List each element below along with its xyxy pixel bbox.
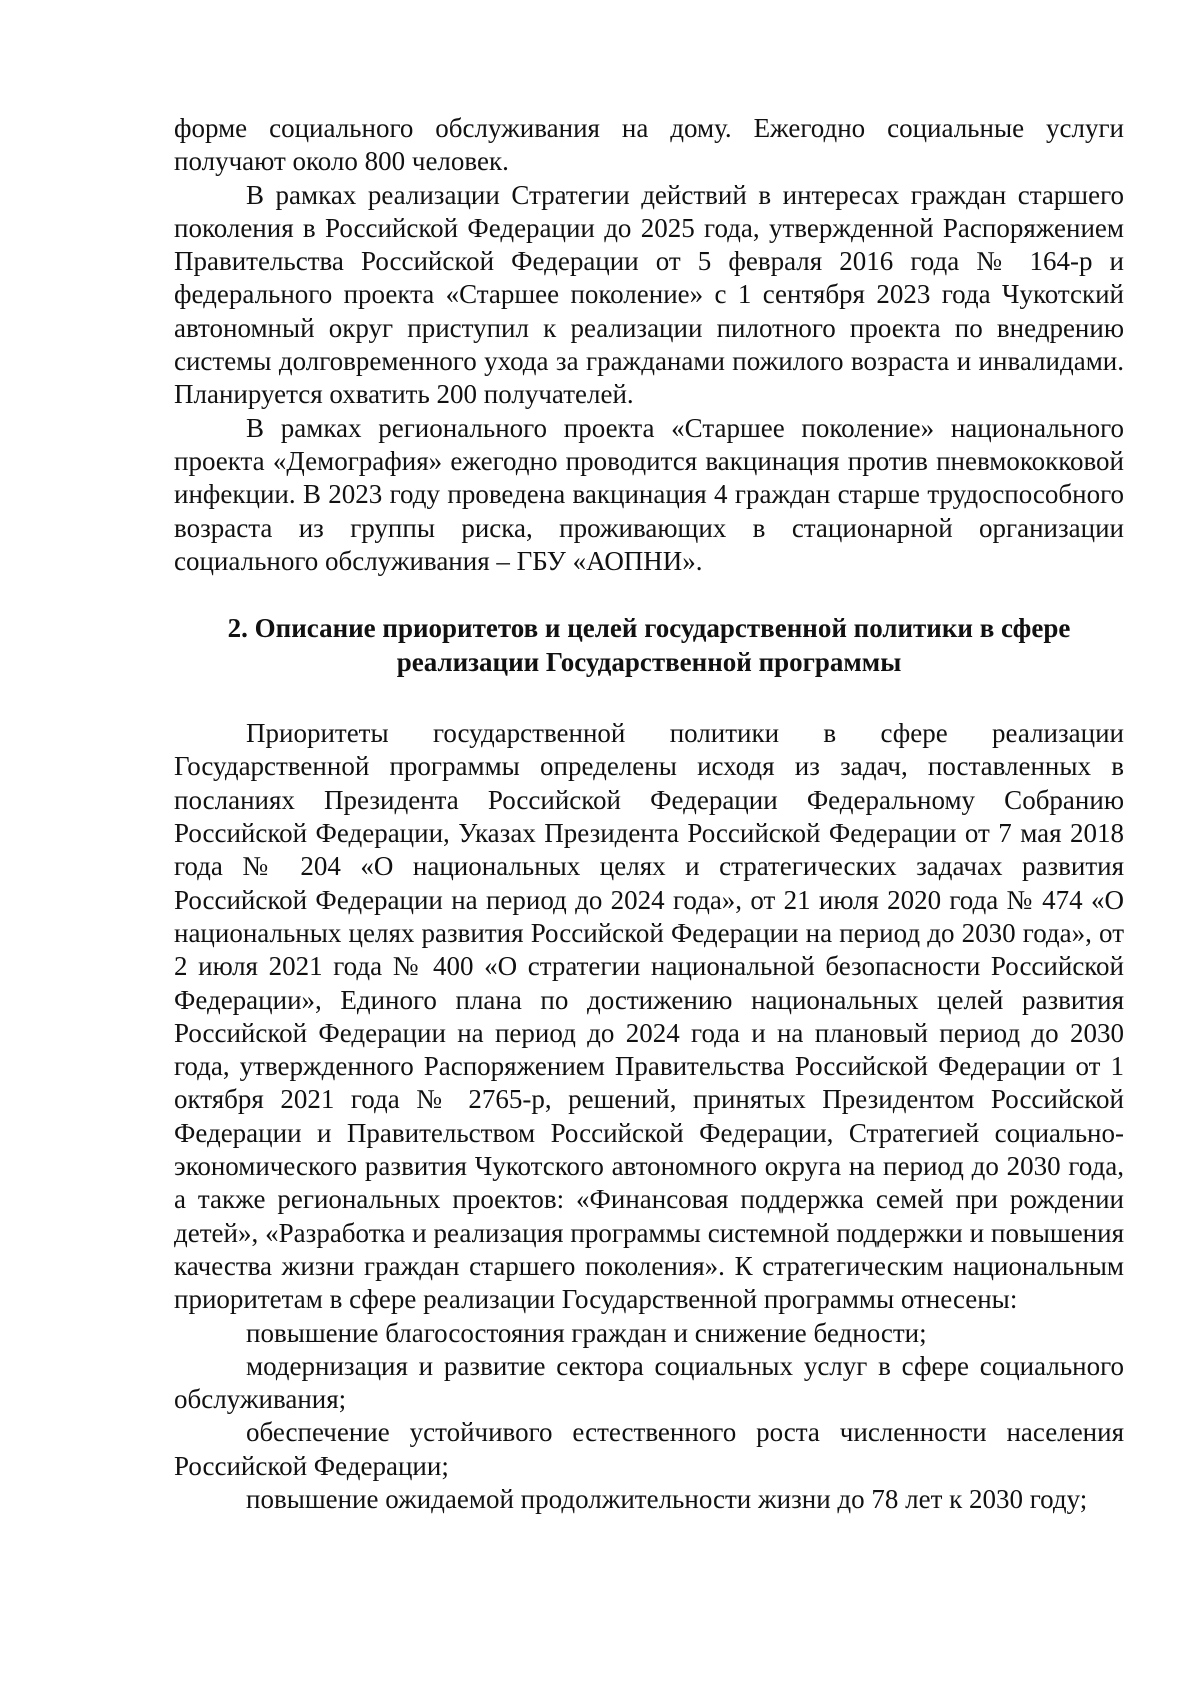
priority-list-item: повышение благосостояния граждан и снижение бедности;	[246, 1317, 927, 1348]
paragraph-priorities-intro: Приоритеты государственной политики в сфере реализации Государственной программы определены исходя из задач, поставленных в посланиях Президента Российской Федерации Федеральному Собранию Российской Федерации, Указах Президента Российской Федерации от 7 мая 2018 года № 204 «О национальных целях и стратегических задачах развития Российской Федерации на период до 2024 года», от 21 июля 2020 года № 474 «О национальных целях развития Российской Федерации на период до 2030 года», от 2 июля 2021 года № 400 «О стратегии национальной безопасности Российской Федерации», Единого плана по достижению национальных целей развития Российской Федерации на период до 2024 года и на плановый период до 2030 года, утвержденного Распоряжением Правительства Российской Федерации от 1 октября 2021 года № 2765-р, решений, принятых Президентом Российской Федерации и Правительством Российской Федерации, Стратегией социально-экономического развития Чукотского автономного округа на период до 2030 года, а также региональных проектов: «Финансовая поддержка семей при рождении детей», «Разработка и реализация программы системной поддержки и повышения качества жизни граждан старшего поколения». К стратегическим национальным приоритетам в сфере реализации Государственной программы отнесены:	[174, 718, 1124, 1315]
section-heading-line-2: реализации Государственной программы	[396, 647, 902, 678]
priority-list-item: модернизация и развитие сектора социальных услуг в сфере социального обслуживания;	[174, 1350, 1124, 1415]
priority-list-item: обеспечение устойчивого естественного роста численности населения Российской Федерации;	[174, 1417, 1124, 1481]
priority-list-item: повышение ожидаемой продолжительности жизни до 78 лет к 2030 году;	[246, 1483, 1088, 1514]
document-page	[174, 112, 1124, 1516]
paragraph-vaccination: В рамках регионального проекта «Старшее поколение» национального проекта «Демография» ежегодно проводится вакцинация против пневмококковой инфекции. В 2023 году проведена вакцинация 4 граждан старше трудоспособного возраста из группы риска, проживающих в стационарной организации социального обслуживания – ГБУ «АОПНИ».	[174, 412, 1124, 576]
section-heading	[174, 611, 1124, 679]
section-heading-line-1: 2. Описание приоритетов и целей государственной политики в сфере	[227, 613, 1071, 644]
paragraph-long-term-care-pilot: В рамках реализации Стратегии действий в интересах граждан старшего поколения в Российской Федерации до 2025 года, утвержденной Распоряжением Правительства Российской Федерации от 5 февраля 2016 года № 164-р и федерального проекта «Старшее поколение» с 1 сентября 2023 года Чукотский автономный округ приступил к реализации пилотного проекта по внедрению системы долговременного ухода за гражданами пожилого возраста и инвалидами. Планируется охватить 200 получателей.	[174, 179, 1124, 410]
continuation-paragraph: форме социального обслуживания на дому. Ежегодно социальные услуги получают около 800 человек.	[174, 113, 1124, 177]
